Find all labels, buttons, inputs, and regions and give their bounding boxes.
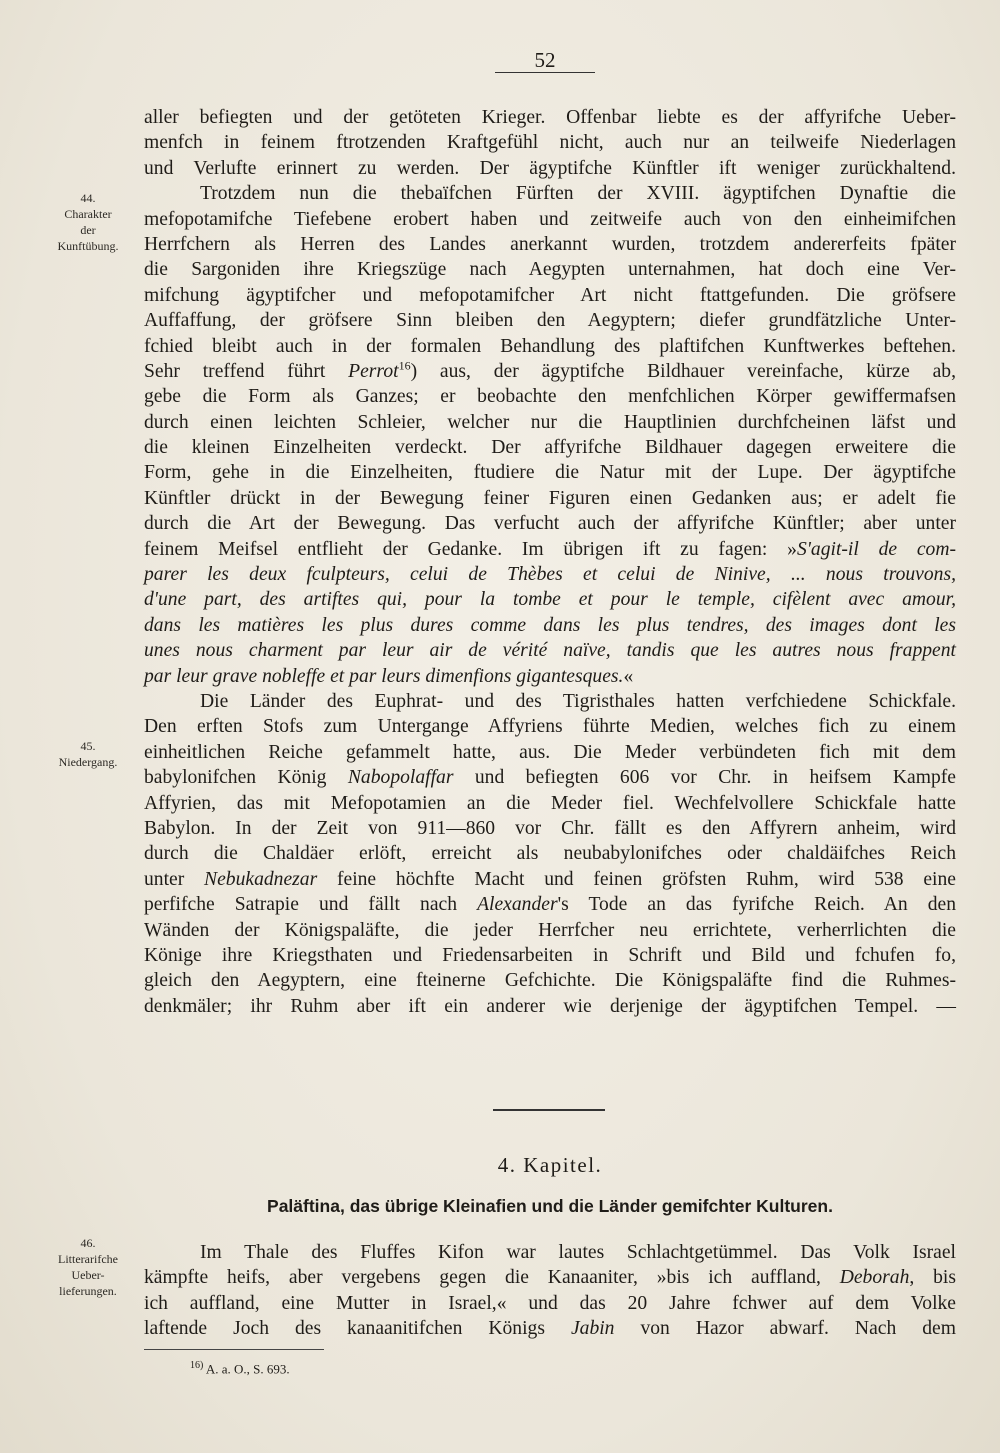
text-line bbox=[144, 892, 956, 917]
text-line bbox=[144, 359, 956, 384]
text-line: gleich den Aegyptern, eine fteinerne Gefchichte. Die Königspaläfte find die Ruhmes- bbox=[144, 970, 956, 992]
text-line: Form, gehe in die Einzelheiten, ftudiere die Natur mit der Lupe. Der ägyptifche bbox=[144, 462, 956, 484]
person-name: Alexander bbox=[477, 894, 558, 916]
text-run: « bbox=[623, 665, 634, 687]
text-run: ) aus, der ägyptifche Bildhauer vereinfache, kürze ab, bbox=[410, 360, 956, 382]
text-run: laftende Joch des kanaanitifchen Königs bbox=[144, 1318, 571, 1340]
margin-note-number: 44. bbox=[80, 191, 96, 205]
margin-note-45 bbox=[40, 738, 136, 770]
text-run: Sehr treffend führt bbox=[144, 360, 349, 382]
person-name: Nebukadnezar bbox=[204, 868, 318, 890]
margin-note-line: Niedergang. bbox=[58, 755, 118, 769]
text-line: mifchung ägyptifcher und mefopotamifcher Art nicht ftattgefunden. Die gröfsere bbox=[144, 284, 956, 306]
margin-note-line: Ueber- bbox=[71, 1268, 105, 1282]
person-name: Jabin bbox=[570, 1318, 615, 1340]
margin-note-line: lieferungen. bbox=[59, 1284, 117, 1298]
text-line: und Verlufte erinnert zu werden. Der ägyptifche Künftler ift weniger zurückhaltend. bbox=[144, 157, 956, 179]
margin-note-44 bbox=[40, 190, 136, 254]
quote-run: S'agit-il de com- bbox=[796, 538, 956, 560]
quote-line: unes nous charment par leur air de vérité naïve, tandis que les autres nous frappent bbox=[144, 640, 956, 662]
text-line: Trotzdem nun die thebaïfchen Fürften der XVIII. ägyptifchen Dynaftie die bbox=[200, 183, 956, 205]
text-line: die Sargoniden ihre Kriegszüge nach Aegypten unternahmen, hat doch eine Ver- bbox=[144, 259, 956, 281]
quote-run: par leur grave nobleffe et par leurs dimenfions gigantesques. bbox=[144, 665, 624, 687]
main-text bbox=[144, 105, 956, 1019]
text-line: Babylon. In der Zeit von 911—860 vor Chr. fällt es den Affyrern anheim, wird bbox=[144, 817, 956, 839]
margin-note-line: Litterarifche bbox=[58, 1252, 118, 1266]
text-line bbox=[144, 537, 956, 562]
text-line: Die Länder des Euphrat- und des Tigristhales hatten verfchiedene Schickfale. bbox=[200, 690, 956, 712]
text-line: Herrfchern als Herren des Landes anerkannt wurden, trotzdem andererfeits fpäter bbox=[144, 233, 956, 255]
text-line: aller befiegten und der getöteten Krieger. Offenbar liebte es der affyrifche Ueber- bbox=[144, 107, 956, 128]
text-line: denkmäler; ihr Ruhm aber ift ein anderer wie derjenige der ägyptifchen Tempel. — bbox=[144, 995, 956, 1017]
margin-note-number: 46. bbox=[80, 1236, 96, 1250]
text-line: menfch in feinem ftrotzenden Kraftgefühl nicht, auch nur an teilweife Niederlagen bbox=[144, 132, 956, 154]
text-run: kämpfte heifs, aber vergebens gegen die Kanaaniter, »bis ich auffland, bbox=[144, 1267, 840, 1289]
margin-note-line: der bbox=[80, 223, 96, 237]
text-line bbox=[144, 1265, 956, 1290]
text-line: durch die Art der Bewegung. Das verfucht auch der affyrifche Künftler; aber unter bbox=[144, 513, 956, 535]
page-number: 52 bbox=[534, 48, 556, 72]
text-line: ich auffland, eine Mutter in Israel,« und das 20 Jahre fchwer auf dem Volke bbox=[144, 1292, 956, 1314]
text-line: Wänden der Königspaläfte, die jeder Herrfcher neu errichtete, verherrlichten die bbox=[144, 919, 956, 941]
text-line bbox=[144, 867, 956, 892]
margin-note-46 bbox=[40, 1235, 136, 1299]
text-run: feine höchfte Macht und feinen gröfsten Ruhm, wird 538 eine bbox=[317, 868, 956, 890]
margin-note-line: Charakter bbox=[64, 207, 112, 221]
chapter-text bbox=[144, 1240, 956, 1342]
text-line: Den erften Stofs zum Untergange Affyriens führte Medien, welches fich zu einem bbox=[144, 716, 956, 738]
text-line bbox=[144, 1316, 956, 1341]
text-line: gebe die Form als Ganzes; er beobachte den menfchlichen Körper gewiffermafsen bbox=[144, 386, 956, 408]
text-run: von Hazor abwarf. Nach dem bbox=[614, 1318, 956, 1340]
text-line: durch einen leichten Schleier, welcher nur die Hauptlinien durchfcheinen läfst und bbox=[144, 411, 956, 433]
text-line: Könige ihre Kriegsthaten und Friedensarbeiten in Schrift und Bild und fchufen fo, bbox=[144, 944, 956, 966]
section-separator bbox=[493, 1109, 605, 1111]
text-line: die kleinen Einzelheiten verdeckt. Der affyrifche Bildhauer dagegen erweitere die bbox=[144, 437, 956, 459]
text-run: , bis bbox=[909, 1267, 956, 1289]
text-run: unter bbox=[144, 868, 205, 890]
text-line: einheitlichen Reiche gefammelt hatte, aus. Die Meder verbündeten fich mit dem bbox=[144, 741, 956, 763]
text-line: Auffaffung, der gröfsere Sinn bleiben den Aegyptern; diefer grundfätzliche Unter- bbox=[144, 310, 956, 332]
text-line: durch die Chaldäer erlöft, erreicht als neubabylonifches oder chaldäifches Reich bbox=[144, 843, 956, 865]
margin-note-number: 45. bbox=[80, 739, 96, 753]
text-line bbox=[144, 765, 956, 790]
text-run: perfifche Satrapie und fällt nach bbox=[144, 894, 478, 916]
text-line: Affyrien, das mit Mefopotamien an die Meder fiel. Wechfelvollere Schickfale hatte bbox=[144, 792, 956, 814]
text-run: 's Tode an das fyrifche Reich. An den bbox=[557, 894, 957, 916]
footnote-ref[interactable]: 16 bbox=[398, 358, 411, 373]
text-run: und befiegten 606 vor Chr. in heifsem Kampfe bbox=[453, 767, 956, 789]
quote-line bbox=[144, 664, 956, 689]
page-number-rule bbox=[495, 72, 595, 73]
text-line: Künftler drückt in der Bewegung feiner Figuren einen Gedanken aus; er adelt fie bbox=[144, 487, 956, 509]
quote-line: d'une part, des artiftes qui, pour la tombe et pour le temple, cifèlent avec amour, bbox=[144, 589, 956, 611]
chapter-title: Paläftina, das übrige Kleinafien und die Länder gemifchter Kulturen. bbox=[267, 1196, 833, 1216]
footnote bbox=[190, 1360, 290, 1377]
person-name: Nabopolaffar bbox=[347, 767, 454, 789]
author-name: Perrot bbox=[348, 360, 399, 382]
footnote-rule bbox=[144, 1349, 324, 1350]
quote-line: dans les matières les plus dures comme dans les plus tendres, des images dont les bbox=[144, 614, 956, 636]
text-line: mefopotamifche Tiefebene erobert haben und zeitweife auch von den einheimifchen bbox=[144, 208, 956, 230]
text-line: fchied bleibt auch in der formalen Behandlung des plaftifchen Kunftwerkes beftehen. bbox=[144, 335, 956, 357]
chapter-number: 4. Kapitel. bbox=[497, 1153, 603, 1177]
text-line: Im Thale des Fluffes Kifon war lautes Schlachtgetümmel. Das Volk Israel bbox=[200, 1242, 956, 1263]
footnote-text: A. a. O., S. 693. bbox=[205, 1361, 290, 1377]
text-run: feinem Meifsel entflieht der Gedanke. Im übrigen ift zu fagen: » bbox=[144, 538, 797, 560]
quote-line: parer les deux fculpteurs, celui de Thèbes et celui de Ninive, ... nous trouvons, bbox=[144, 564, 956, 586]
text-run: babylonifchen König bbox=[144, 767, 348, 789]
margin-note-line: Kunftübung. bbox=[57, 239, 119, 253]
person-name: Deborah bbox=[839, 1267, 910, 1289]
footnote-marker: 16) bbox=[190, 1360, 204, 1371]
